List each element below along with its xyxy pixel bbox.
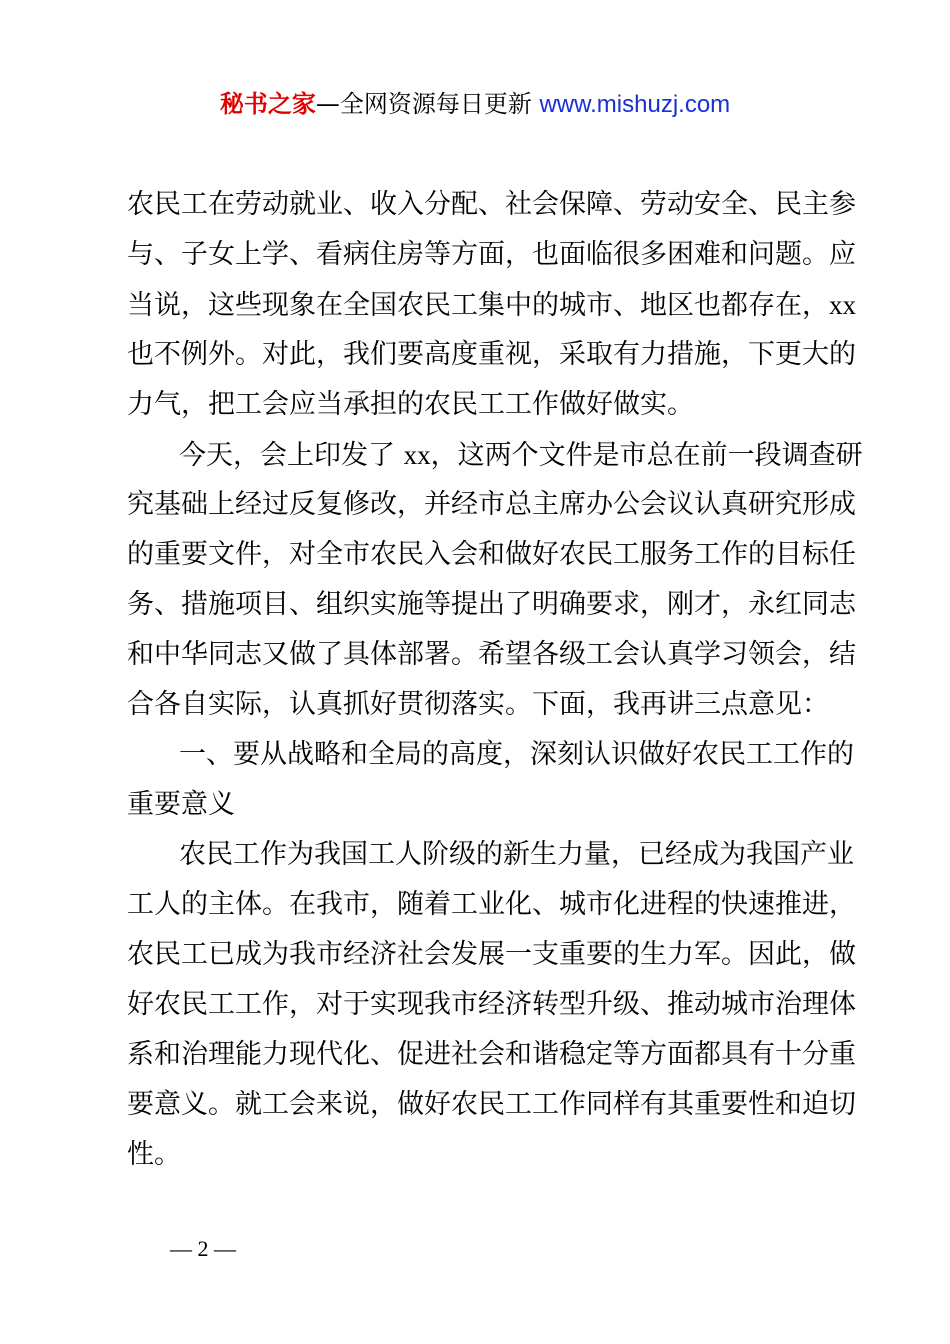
page-number: — 2 —: [170, 1236, 236, 1261]
site-header: [0, 86, 950, 123]
paragraph-1-line-1: 农民工在劳动就业、收入分配、社会保障、劳动安全、民主参: [127, 189, 856, 220]
paragraph-3-line-4: 好农民工工作，对于实现我市经济转型升级、推动城市治理体: [127, 989, 856, 1020]
paragraph-2-line-2: 究基础上经过反复修改，并经市总主席办公会议认真研究形成: [127, 489, 856, 520]
paragraph-1-line-3: [127, 280, 856, 330]
paragraph-2-line-5: 和中华同志又做了具体部署。希望各级工会认真学习领会，结: [127, 639, 856, 670]
placeholder-xx: xx: [829, 290, 856, 320]
paragraph-1-line-5: 力气，把工会应当承担的农民工工作做好做实。: [127, 389, 694, 420]
paragraph-3-line-6: 要意义。就工会来说，做好农民工工作同样有其重要性和迫切: [127, 1089, 856, 1120]
paragraph-3-line-5: 系和治理能力现代化、促进社会和谐稳定等方面都具有十分重: [127, 1039, 856, 1070]
section-heading-1-line-1: 一、要从战略和全局的高度，深刻认识做好农民工工作的: [179, 739, 854, 770]
paragraph-1-line-4: 也不例外。对此，我们要高度重视，采取有力措施，下更大的: [127, 339, 856, 370]
document-body: [127, 180, 863, 1180]
paragraph-2-line-1: [127, 430, 863, 480]
paragraph-2-line-3: 的重要文件，对全市农民入会和做好农民工服务工作的目标任: [127, 539, 856, 570]
header-separator: —: [315, 90, 340, 118]
paragraph-3-line-3: 农民工已成为我市经济社会发展一支重要的生力军。因此，做: [127, 939, 856, 970]
paragraph-3-line-1: 农民工作为我国工人阶级的新生力量，已经成为我国产业: [179, 839, 854, 870]
section-heading-1-line-2: 重要意义: [127, 789, 235, 820]
paragraph-2-line-4: 务、措施项目、组织实施等提出了明确要求，刚才，永红同志: [127, 589, 856, 620]
site-url-link[interactable]: www.mishuzj.com: [539, 91, 731, 118]
paragraph-2-line-6: 合各自实际，认真抓好贯彻落实。下面，我再讲三点意见：: [127, 689, 829, 720]
paragraph-2-line-1-text-b: ，这两个文件是市总在前一段调查研: [430, 440, 863, 471]
brand-name: 秘书之家: [219, 90, 316, 118]
header-tagline: 全网资源每日更新: [339, 90, 532, 118]
paragraph-3-line-7: 性。: [127, 1139, 181, 1170]
paragraph-1-line-3-text: 当说，这些现象在全国农民工集中的城市、地区也都存在，: [127, 290, 829, 321]
paragraph-2-line-1-text-a: 今天，会上印发了: [179, 440, 404, 471]
paragraph-3-line-2: 工人的主体。在我市，随着工业化、城市化进程的快速推进，: [127, 889, 856, 920]
paragraph-1-line-2: 与、子女上学、看病住房等方面，也面临很多困难和问题。应: [127, 239, 856, 270]
placeholder-xx: xx: [403, 440, 431, 470]
